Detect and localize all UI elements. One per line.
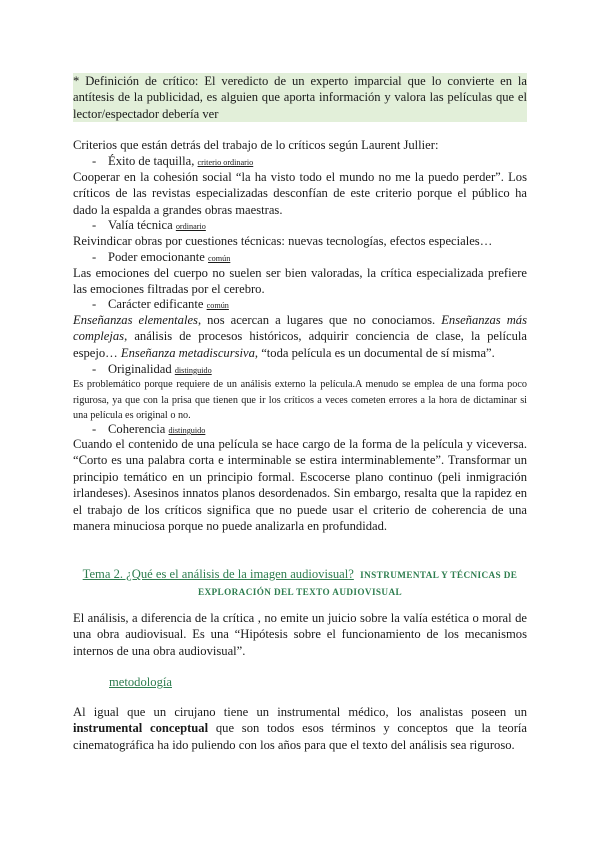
criterion-box-office-desc: Cooperar en la cohesión social “la ha visto todo el mundo no me la puedo perder”. Los críticos de las revistas especializadas desconfían de este criterio porque el público ha dado la espalda a grandes obras maestras. — [73, 170, 527, 217]
bullet-dash: - — [92, 362, 97, 376]
definition-text: Definición de crítico: El veredicto de un experto imparcial que lo convierte en la antítesis de la publicidad, es alguien que aporta información y valora las películas que el lector/espectador debería ver — [73, 74, 527, 121]
bullet-dash: - — [92, 422, 97, 436]
criteria-intro: Criterios que están detrás del trabajo de lo críticos según Laurent Jullier: — [73, 138, 439, 152]
bullet-dash: - — [92, 218, 97, 232]
criterion-tag: distinguido — [174, 366, 212, 375]
emphasis-text: Enseñanza metadiscursiva — [120, 345, 255, 360]
criterion-label: Éxito de taquilla, — [108, 154, 198, 168]
topic-heading — [73, 566, 527, 600]
criterion-edifying-desc: Enseñanzas elementales, nos acercan a lugares que no conociamos. Enseñanzas más complejas, análisis de procesos históricos, adquirir conciencia de clase, la película espejo… Enseñanza metadiscursiva, “toda película es un documental de sí misma”. — [73, 313, 527, 360]
criterion-tag: común — [208, 254, 231, 263]
criterion-originality-desc: Es problemático porque requiere de un análisis externo la película.A menudo se emplea de una forma poco rigurosa, ya que con la prisa que tienen que ir los críticos a veces cometen errores a la hora de dictaminar si una película es original o no. — [73, 379, 527, 422]
bullet-dash: - — [92, 297, 97, 311]
definition-paragraph — [73, 73, 527, 122]
methodology-paragraph: Al igual que un cirujano tiene un instrumental médico, los analistas poseen un instrumental conceptual que son todos esos términos y conceptos que la teoría cinematográfica ha ido puliendo con los años para que el texto del análisis sea riguroso. — [73, 705, 527, 752]
criterion-technical-desc: Reivindicar obras por cuestiones técnicas: nuevas tecnologías, efectos especiales… — [73, 234, 493, 248]
analysis-paragraph: El análisis, a diferencia de la crítica , no emite un juicio sobre la valía estética o moral de una obra audiovisual. Es una “Hipótesis sobre el funcionamiento de los mecanismos internos de una obra audiovisual”. — [73, 611, 527, 658]
bullet-dash: - — [92, 154, 97, 168]
topic-title-link[interactable]: Tema 2. ¿Qué es el análisis de la imagen audiovisual? — [82, 567, 354, 581]
definition-marker: * — [73, 74, 86, 88]
criterion-tag: común — [206, 301, 229, 310]
bullet-dash: - — [92, 250, 97, 264]
emphasis-text: Enseñanzas más complejas — [73, 313, 527, 344]
criterion-tag: criterio ordinario — [197, 158, 254, 167]
topic-caps-line2: EXPLORACIÓN DEL TEXTO AUDIOVISUAL — [197, 587, 403, 597]
methodology-link[interactable]: metodología — [109, 675, 172, 689]
criterion-tag: ordinario — [175, 222, 206, 231]
topic-caps-line1: INSTRUMENTAL Y TÉCNICAS DE — [360, 570, 518, 580]
criterion-emotional-desc: Las emociones del cuerpo no suelen ser bien valoradas, la crítica especializada prefiere las emociones filtradas por el cerebro. — [73, 266, 527, 297]
strong-text: instrumental conceptual — [73, 721, 209, 736]
emphasis-text: Enseñanzas elementales — [73, 313, 198, 327]
criterion-coherence-desc: Cuando el contenido de una película se hace cargo de la forma de la película y viceversa. “Corto es una palabra corta e interminable se estira interminablemente”. Transformar un principio temático en un principio formal. Escocerse plano continuo (peli inmigración irlandeses). Asesinos innatos planos desordenados. Sin embargo, resalta que la rapidez en el trabajo de los críticos significa que no puede usar el criterio de coherencia de una manera minuciosa porque no puede analizarla en profundidad. — [73, 437, 527, 534]
criterion-label: Carácter edificante — [108, 297, 207, 311]
criterion-label: Poder emocionante — [108, 250, 209, 264]
criterion-label: Coherencia — [108, 422, 169, 436]
criterion-label: Originalidad — [108, 362, 175, 376]
criterion-tag: distinguido — [168, 426, 206, 435]
criterion-label: Valía técnica — [108, 218, 176, 232]
methodology-heading — [109, 674, 409, 690]
